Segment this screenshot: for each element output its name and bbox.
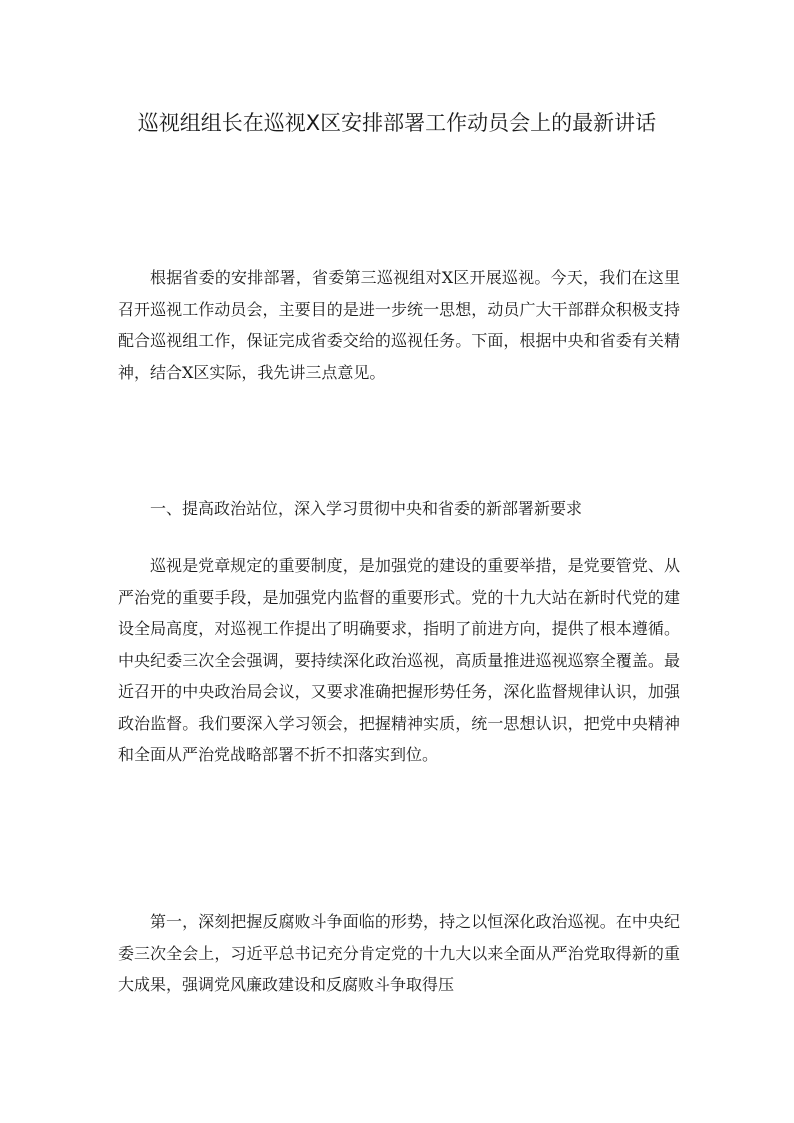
section-heading-1: 一、提高政治站位，深入学习贯彻中央和省委的新部署新要求 [150,499,583,518]
paragraph-intro: 根据省委的安排部署，省委第三巡视组对X区开展巡视。今天，我们在这里召开巡视工作动员会，主要目的是进一步统一思想，动员广大干部群众积极支持配合巡视组工作，保证完成省委交给的巡视任务。下面，根据中央和省委有关精神，结合X区实际，我先讲三点意见。 [118,268,680,382]
document-title: 巡视组组长在巡视X区安排部署工作动员会上的最新讲话 [137,111,657,135]
paragraph-first-point: 第一，深刻把握反腐败斗争面临的形势，持之以恒深化政治巡视。在中央纪委三次全会上，习近平总书记充分肯定党的十九大以来全面从严治党取得新的重大成果，强调党风廉政建设和反腐败斗争取得压 [118,912,680,994]
paragraph-inspection-system: 巡视是党章规定的重要制度，是加强党的建设的重要举措，是党要管党、从严治党的重要手段，是加强党内监督的重要形式。党的十九大站在新时代党的建设全局高度，对巡视工作提出了明确要求，指明了前进方向，提供了根本遵循。中央纪委三次全会强调，要持续深化政治巡视，高质量推进巡视巡察全覆盖。最近召开的中央政治局会议，又要求准确把握形势任务，深化监督规律认识，加强政治监督。我们要深入学习领会，把握精神实质，统一思想认识，把党中央精神和全面从严治党战略部署不折不扣落实到位。 [118,556,680,764]
